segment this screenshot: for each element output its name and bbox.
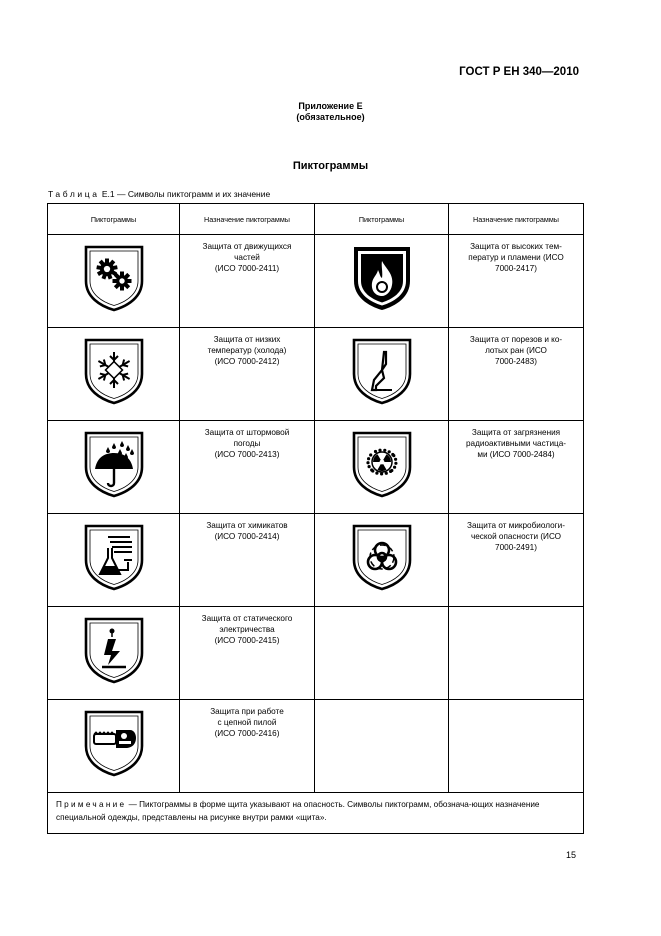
- description-text: Защита от низких температур (холода) (ИСО 7000-2412): [207, 335, 287, 366]
- description-cell: [449, 235, 584, 328]
- pictogram-cell: [315, 328, 449, 421]
- description-text: Защита от микробиологи- ческой опасности (ИСО 7000-2491): [467, 521, 565, 552]
- gears-shield-icon: [78, 241, 150, 313]
- pictogram-cell: [48, 235, 180, 328]
- note-row: [48, 793, 584, 834]
- pictogram-cell: [48, 607, 180, 700]
- lightning-shield-icon: [78, 613, 150, 685]
- description-text: Защита от химикатов (ИСО 7000-2414): [206, 521, 288, 541]
- snowflake-shield-icon: [78, 334, 150, 406]
- chainsaw-shield-icon: [78, 706, 150, 778]
- radioactive-shield-icon: [346, 427, 418, 499]
- description-cell: [180, 328, 315, 421]
- description-text: Защита от порезов и ко- лотых ран (ИСО 7000-2483): [469, 335, 563, 366]
- description-cell: [449, 421, 584, 514]
- table-caption: [48, 189, 270, 199]
- flame-shield-icon: [346, 241, 418, 313]
- note-text: — Пиктограммы в форме щита указывают на опасность. Символы пиктограмм, обознача-ющих назначение специальной одежды, представлены на рисунке внутри рамки «щита».: [56, 800, 540, 822]
- description-cell: [180, 235, 315, 328]
- description-cell: [180, 514, 315, 607]
- pictogram-cell: [315, 421, 449, 514]
- biohazard-shield-icon: [346, 520, 418, 592]
- umbrella-shield-icon: [78, 427, 150, 499]
- table-header-row: [48, 204, 584, 235]
- note-label: Примечание: [56, 800, 127, 809]
- annex-title: Приложение Е: [298, 101, 363, 111]
- standard-number: ГОСТ Р ЕН 340—2010: [459, 66, 579, 78]
- annex-status: (обязательное): [296, 112, 365, 122]
- empty-cell: [315, 607, 449, 700]
- table-caption-text: Е.1 — Символы пиктограмм и их значение: [99, 189, 271, 199]
- knife-shield-icon: [346, 334, 418, 406]
- description-text: Защита при работе с цепной пилой (ИСО 7000-2416): [210, 707, 284, 738]
- pictogram-cell: [48, 421, 180, 514]
- description-text: Защита от статического электричества (ИСО 7000-2415): [201, 614, 293, 645]
- pictogram-cell: [48, 328, 180, 421]
- pictogram-cell: [48, 514, 180, 607]
- table-row: [48, 328, 584, 421]
- table-header-cell: Пиктограммы: [48, 204, 180, 235]
- description-cell: [449, 514, 584, 607]
- description-text: Защита от загрязнения радиоактивными частица- ми (ИСО 7000-2484): [465, 428, 566, 459]
- page-number: 15: [565, 850, 576, 860]
- pictogram-cell: [315, 514, 449, 607]
- table-row: [48, 700, 584, 793]
- description-text: Защита от штормовой погоды (ИСО 7000-2413): [204, 428, 290, 459]
- description-text: Защита от движущихся частей (ИСО 7000-2411): [202, 242, 292, 273]
- flask-shield-icon: [78, 520, 150, 592]
- table-header-cell: Назначение пиктограммы: [449, 204, 584, 235]
- pictogram-table: [47, 203, 584, 834]
- empty-cell: [449, 700, 584, 793]
- table-header-cell: Назначение пиктограммы: [180, 204, 315, 235]
- description-cell: [180, 700, 315, 793]
- table-row: [48, 235, 584, 328]
- description-cell: [180, 421, 315, 514]
- pictogram-cell: [315, 235, 449, 328]
- empty-cell: [449, 607, 584, 700]
- table-note: [48, 793, 584, 834]
- description-cell: [180, 607, 315, 700]
- page-title: Пиктограммы: [292, 160, 369, 172]
- annex-heading: [0, 101, 661, 123]
- description-text: Защита от высоких тем- ператур и пламени (ИСО 7000-2417): [468, 242, 564, 273]
- table-row: [48, 514, 584, 607]
- table-header-cell: Пиктограммы: [315, 204, 449, 235]
- pictogram-cell: [48, 700, 180, 793]
- table-row: [48, 607, 584, 700]
- table-row: [48, 421, 584, 514]
- description-cell: [449, 328, 584, 421]
- table-caption-label: Таблица: [48, 189, 100, 199]
- empty-cell: [315, 700, 449, 793]
